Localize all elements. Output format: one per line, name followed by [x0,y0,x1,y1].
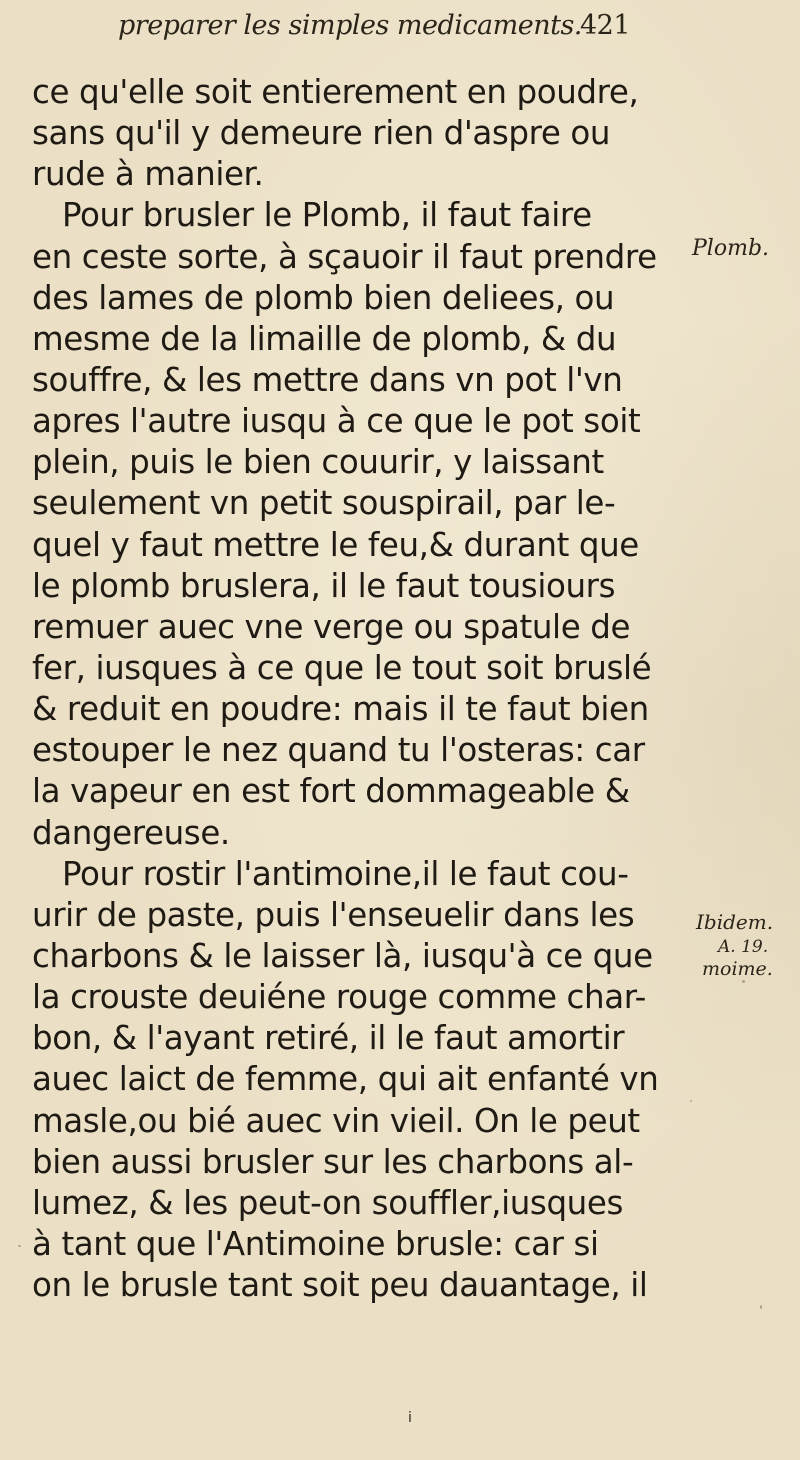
text-line: mesme de la limaille de plomb, & du [32,319,617,358]
text-line: quel y faut mettre le feu,& durant que [32,525,639,564]
paper-speck [742,980,745,983]
text-line: des lames de plomb bien deliees, ou [32,278,615,317]
margin-notes [692,0,800,1460]
paper-speck [18,1245,21,1247]
text-line: plein, puis le bien couurir, y laissant [32,443,604,482]
text-line: apres l'autre iusqu à ce que le pot soit [32,402,641,441]
text-line: bon, & l'ayant retiré, il le faut amortir [32,1019,625,1058]
paper-speck [690,1100,692,1102]
text-line: auec laict de femme, qui ait enfanté vn [32,1060,659,1099]
text-line: à tant que l'Antimoine brusle: car si [32,1224,599,1263]
text-line: & reduit en poudre: mais il te faut bien [32,690,649,729]
signature-mark: i [408,1410,412,1426]
text-line: dangereuse. [32,813,230,852]
margin-note-ibidem: Ibidem. [696,910,774,934]
text-line: Pour rostir l'antimoine,il le faut cou- [62,854,629,893]
text-line: bien aussi brusler sur les charbons al- [32,1142,634,1181]
text-line: souffre, & les mettre dans vn pot l'vn [32,360,623,399]
text-line: estouper le nez quand tu l'osteras: car [32,731,645,770]
text-line: remuer auec vne verge ou spatule de [32,607,631,646]
text-line: la crouste deuiéne rouge comme char- [32,978,646,1017]
text-line: Pour brusler le Plomb, il faut faire [62,196,592,235]
text-line: en ceste sorte, à sçauoir il faut prendre [32,237,657,276]
text-line: ce qu'elle soit entierement en poudre, [32,73,639,111]
text-line: urir de paste, puis l'enseuelir dans les [32,895,635,934]
text-line: charbons & le laisser là, iusqu'à ce que [32,936,653,975]
page-header [118,10,678,62]
text-line: seulement vn petit souspirail, par le- [32,484,616,523]
text-line: le plomb bruslera, il le faut tousiours [32,566,616,605]
running-title: preparer les simples medicaments. [118,10,582,41]
margin-note-plomb: Plomb. [692,236,770,261]
body-text [32,72,664,1306]
text-line: masle,ou bié auec vin vieil. On le peut [32,1101,640,1140]
text-line: fer, iusques à ce que le tout soit bruslé [32,648,652,687]
margin-note-reference: A. 19. [718,937,769,957]
text-line: lumez, & les peut-on souffler,iusques [32,1183,624,1222]
margin-note-meme: moime. [702,958,773,980]
text-line: rude à manier. [32,155,264,194]
text-line: on le brusle tant soit peu dauantage, il [32,1266,648,1305]
text-line: la vapeur en est fort dommageable & [32,772,630,811]
text-line: sans qu'il y demeure rien d'aspre ou [32,114,611,153]
paper-speck [760,1305,762,1309]
page-number: 421 [580,10,631,41]
